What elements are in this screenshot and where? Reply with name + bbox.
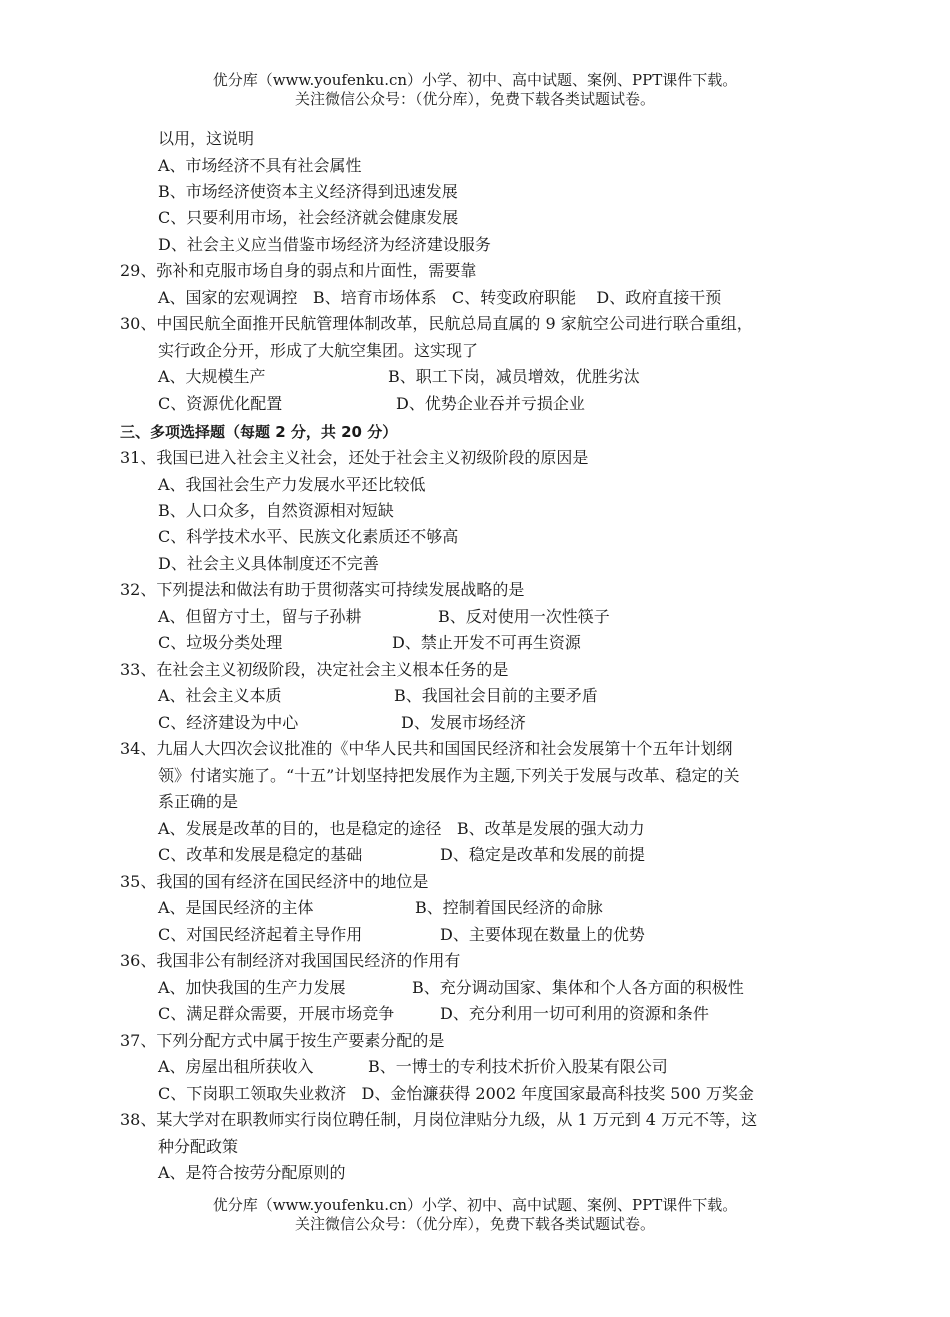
- page-footer: [0, 1196, 950, 1234]
- q36-option-b: B、充分调动国家、集体和个人各方面的积极性: [412, 978, 744, 997]
- q38-option-a: A、是符合按劳分配原则的: [158, 1163, 346, 1182]
- q32-option-a: A、但留方寸土，留与子孙耕: [158, 607, 362, 626]
- q34-stem-line-3: 系正确的是: [158, 792, 239, 811]
- q28-option-b: B、市场经济使资本主义经济得到迅速发展: [158, 182, 458, 201]
- q28-option-d: D、社会主义应当借鉴市场经济为经济建设服务: [158, 235, 491, 254]
- q31-option-a: A、我国社会生产力发展水平还比较低: [158, 475, 426, 494]
- q37-option-a: A、房屋出租所获收入: [158, 1057, 314, 1076]
- q35-option-a: A、是国民经济的主体: [158, 898, 314, 917]
- q29-stem: 29、弥补和克服市场自身的弱点和片面性，需要靠: [120, 261, 477, 280]
- q34-options-ab: A、发展是改革的目的，也是稳定的途径 B、改革是发展的强大动力: [158, 819, 645, 838]
- q34-stem-line-1: 34、九届人大四次会议批准的《中华人民共和国国民经济和社会发展第十个五年计划纲: [120, 739, 733, 758]
- q28-option-a: A、市场经济不具有社会属性: [158, 156, 362, 175]
- q37-option-b: B、一博士的专利技术折价入股某有限公司: [368, 1057, 668, 1076]
- q36-option-c: C、满足群众需要，开展市场竞争: [158, 1004, 395, 1023]
- q38-stem-line-2: 种分配政策: [158, 1137, 239, 1156]
- q28-option-c: C、只要利用市场，社会经济就会健康发展: [158, 208, 459, 227]
- q33-stem: 33、在社会主义初级阶段，决定社会主义根本任务的是: [120, 660, 509, 679]
- page-header: [0, 71, 950, 109]
- q33-option-c: C、经济建设为中心: [158, 713, 299, 732]
- header-line-2: 关注微信公众号：（优分库），免费下载各类试题试卷。: [294, 90, 655, 108]
- q31-option-c: C、科学技术水平、民族文化素质还不够高: [158, 527, 459, 546]
- q30-option-a: A、大规模生产: [158, 367, 266, 386]
- q32-option-d: D、禁止开发不可再生资源: [392, 633, 581, 652]
- footer-line-2: 关注微信公众号：（优分库），免费下载各类试题试卷。: [294, 1215, 655, 1233]
- q29-options: A、国家的宏观调控 B、培育市场体系 C、转变政府职能 D、政府直接干预: [158, 288, 722, 307]
- q33-option-d: D、发展市场经济: [401, 713, 526, 732]
- q30-stem-line-1: 30、中国民航全面推开民航管理体制改革，民航总局直属的 9 家航空公司进行联合重组，: [120, 314, 753, 333]
- q35-stem: 35、我国的国有经济在国民经济中的地位是: [120, 872, 429, 891]
- q30-option-b: B、职工下岗，减员增效，优胜劣汰: [388, 367, 640, 386]
- q31-option-d: D、社会主义具体制度还不完善: [158, 554, 379, 573]
- q34-option-d: D、稳定是改革和发展的前提: [440, 845, 645, 864]
- q35-option-b: B、控制着国民经济的命脉: [415, 898, 603, 917]
- footer-line-1: 优分库（www.youfenku.cn）小学、初中、高中试题、案例、PPT课件下载。: [212, 1196, 738, 1214]
- q36-option-d: D、充分利用一切可利用的资源和条件: [440, 1004, 709, 1023]
- q30-option-c: C、资源优化配置: [158, 394, 283, 413]
- section-title: 三、多项选择题（每题 2 分，共 20 分）: [120, 423, 398, 441]
- q28-stem-end: 以用，这说明: [158, 129, 255, 148]
- q31-stem: 31、我国已进入社会主义社会，还处于社会主义初级阶段的原因是: [120, 448, 589, 467]
- q38-stem-line-1: 38、某大学对在职教师实行岗位聘任制，月岗位津贴分九级，从 1 万元到 4 万元不等，这: [120, 1110, 758, 1129]
- q35-option-d: D、主要体现在数量上的优势: [440, 925, 645, 944]
- q37-stem: 37、下列分配方式中属于按生产要素分配的是: [120, 1031, 445, 1050]
- q30-option-d: D、优势企业吞并亏损企业: [396, 394, 585, 413]
- q31-option-b: B、人口众多，自然资源相对短缺: [158, 501, 394, 520]
- q36-stem: 36、我国非公有制经济对我国国民经济的作用有: [120, 951, 461, 970]
- q35-option-c: C、对国民经济起着主导作用: [158, 925, 363, 944]
- q34-option-c: C、改革和发展是稳定的基础: [158, 845, 363, 864]
- q32-option-b: B、反对使用一次性筷子: [438, 607, 610, 626]
- q30-stem-line-2: 实行政企分开，形成了大航空集团。这实现了: [158, 341, 479, 360]
- q37-options-cd: C、下岗职工领取失业救济 D、金怡濂获得 2002 年度国家最高科技奖 500 万奖金: [158, 1084, 754, 1103]
- q32-stem: 32、下列提法和做法有助于贯彻落实可持续发展战略的是: [120, 580, 525, 599]
- header-line-1: 优分库（www.youfenku.cn）小学、初中、高中试题、案例、PPT课件下载。: [212, 71, 738, 89]
- q33-option-a: A、社会主义本质: [158, 686, 282, 705]
- q36-option-a: A、加快我国的生产力发展: [158, 978, 346, 997]
- q33-option-b: B、我国社会目前的主要矛盾: [394, 686, 598, 705]
- q34-stem-line-2: 领》付诸实施了。“十五”计划坚持把发展作为主题,下列关于发展与改革、稳定的关: [158, 766, 740, 785]
- q32-option-c: C、垃圾分类处理: [158, 633, 283, 652]
